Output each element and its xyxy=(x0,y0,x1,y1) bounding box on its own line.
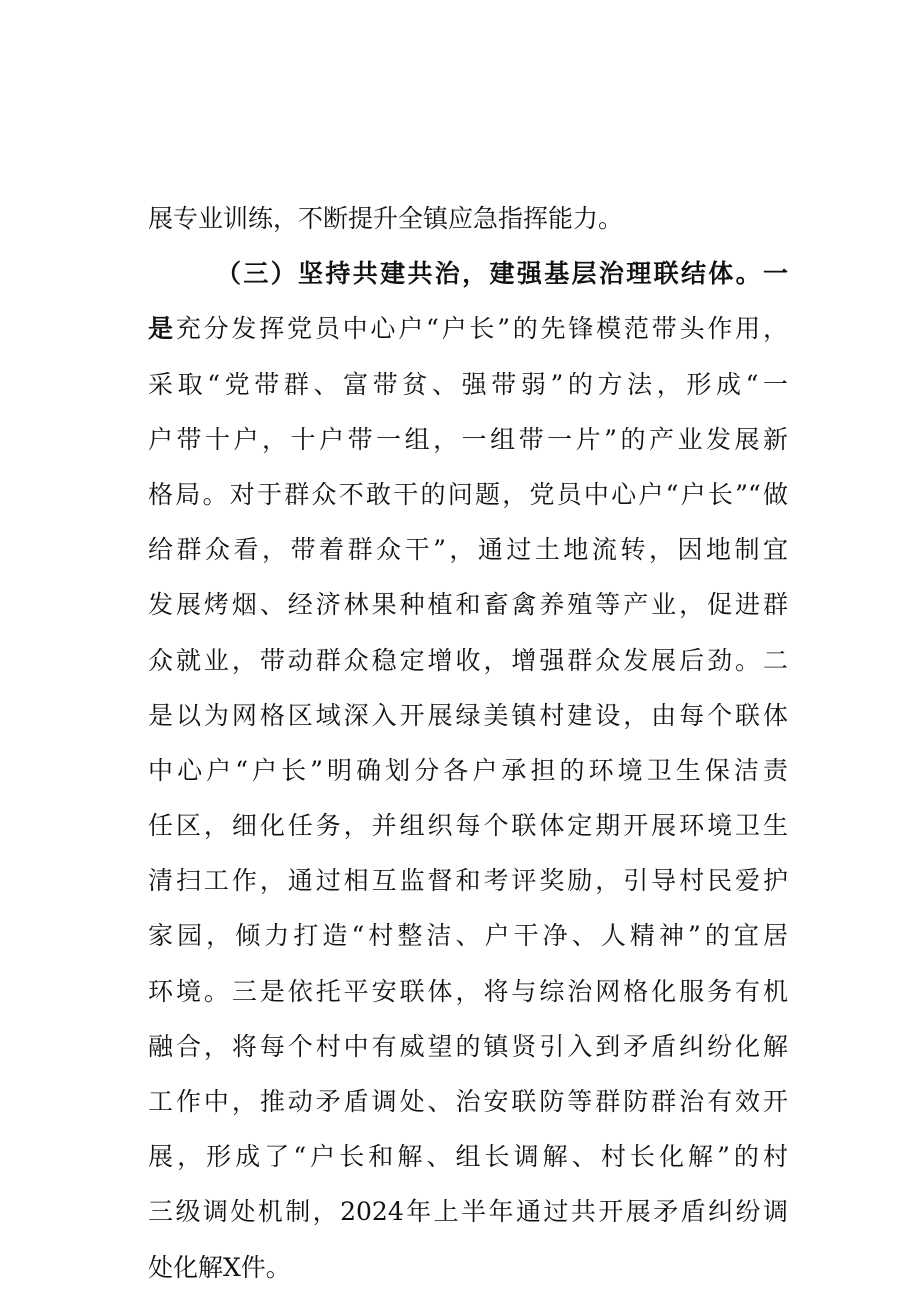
text-line: 格局。对于群众不敢干的问题，党员中心户“户长”“做 xyxy=(148,479,788,509)
text-line: 清扫工作，通过相互监督和考评奖励，引导村民爱护 xyxy=(148,866,788,896)
text-line: 处化解X件。 xyxy=(148,1252,291,1282)
text-line: 展，形成了“户长和解、组长调解、村长化解”的村 xyxy=(148,1142,788,1172)
text-line: 环境。三是依托平安联体，将与综治网格化服务有机 xyxy=(148,976,788,1006)
text-line: 融合，将每个村中有威望的镇贤引入到矛盾纠纷化解 xyxy=(148,1031,788,1061)
text-line: 户带十户，十户带一组，一组带一片”的产业发展新 xyxy=(148,424,788,454)
text-line: 给群众看，带着群众干”，通过土地流转，因地制宜 xyxy=(148,535,788,565)
bold-prefix: 是 xyxy=(148,314,176,344)
text-line: 众就业，带动群众稳定增收，增强群众发展后劲。二 xyxy=(148,645,788,675)
text-line xyxy=(148,301,788,356)
text-line: 采取“党带群、富带贫、强带弱”的方法，形成“一 xyxy=(148,369,788,399)
section-heading: （三）坚持共建共治，建强基层治理联结体。一 xyxy=(216,259,788,289)
text-line-content: 充分发挥党员中心户“户长”的先锋模范带头作用， xyxy=(175,314,788,344)
text-line: 任区，细化任务，并组织每个联体定期开展环境卫生 xyxy=(148,811,788,841)
text-line: 工作中，推动矛盾调处、治安联防等群防群治有效开 xyxy=(148,1087,788,1116)
text-line: 发展烤烟、经济林果种植和畜禽养殖等产业，促进群 xyxy=(148,590,788,620)
text-line: 家园，倾力打造“村整洁、户干净、人精神”的宜居 xyxy=(148,921,788,951)
text-line: 中心户“户长”明确划分各户承担的环境卫生保洁责 xyxy=(148,755,788,785)
text-line: 是以为网格区域深入开展绿美镇村建设，由每个联体 xyxy=(148,700,788,730)
text-line: 三级调处机制，2024年上半年通过共开展矛盾纠纷调 xyxy=(148,1197,788,1227)
body-text xyxy=(148,191,788,1295)
text-line: 展专业训练，不断提升全镇应急指挥能力。 xyxy=(148,204,624,233)
